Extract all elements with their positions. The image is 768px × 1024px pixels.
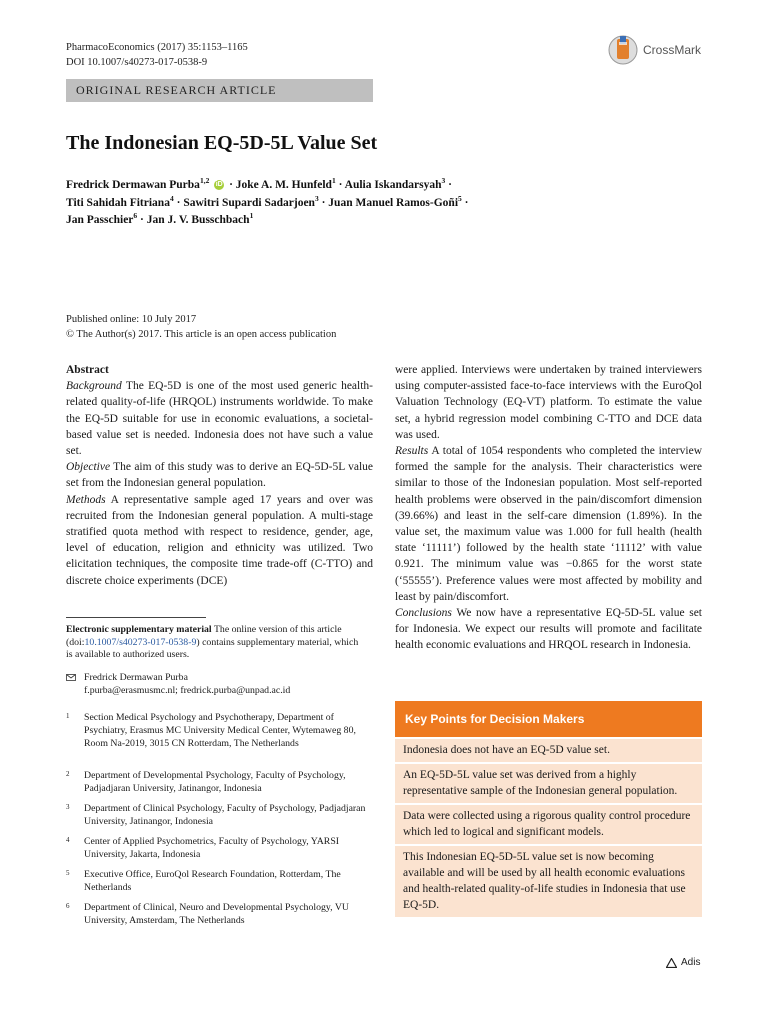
affiliation-item <box>66 902 366 928</box>
author-name[interactable]: Fredrick Dermawan Purba <box>66 179 200 191</box>
abstract-results <box>395 443 702 605</box>
objective-text: The aim of this study was to derive an EQ-5D-5L value set from the Indonesian general population. <box>66 461 374 490</box>
abstract-heading: Abstract <box>66 364 109 376</box>
affiliation-text: Center of Applied Psychometrics, Faculty of Psychology, YARSI University, Jakarta, Indonesia <box>84 836 340 860</box>
journal-reference: PharmacoEconomics (2017) 35:1153–1165 <box>66 42 248 53</box>
key-point-item: An EQ-5D-5L value set was derived from a highly representative sample of the Indonesian general population. <box>395 764 702 803</box>
author-affiliation-marker: 3 <box>314 193 319 203</box>
affiliation-number: 6 <box>66 902 70 910</box>
author-separator: · <box>226 179 236 191</box>
affiliation-text: Department of Clinical, Neuro and Developmental Psychology, VU University, Amsterdam, The Netherlands <box>84 902 349 926</box>
affiliation-item <box>66 770 366 796</box>
background-text: The EQ-5D is one of the most used generic health-related quality-of-life (HRQOL) instruments worldwide. To make the EQ-5D suitable for use in economic evaluations, a societal-based value set is needed. Indonesia does not have such a value set. <box>66 380 373 458</box>
key-points-list <box>395 739 702 919</box>
methods-text: A representative sample aged 17 years and over was recruited from the Indonesian general population. A multi-stage stratified quota method with respect to residence, gender, age, level of education, religion and ethnicity was utilized. Two elicitation techniques, the composite time trade-off (C-TTO) and discrete choice experiments (DCE) <box>66 493 373 587</box>
crossmark-label: CrossMark <box>643 43 702 57</box>
conclusions-label: Conclusions <box>395 607 452 620</box>
author-separator: · <box>461 196 469 209</box>
crossmark-icon <box>608 32 638 68</box>
journal-citation <box>66 40 248 70</box>
background-label: Background <box>66 380 122 393</box>
key-point-item: Data were collected using a rigorous quality control procedure which led to logical and significant models. <box>395 805 702 844</box>
author-name[interactable]: Juan Manuel Ramos-Goñi <box>328 196 459 209</box>
affiliation-item <box>66 836 366 862</box>
affiliation-item <box>66 803 366 829</box>
affiliation-text: Section Medical Psychology and Psychotherapy, Department of Psychiatry, Erasmus MC University Medical Center, Wytemaweg 80, Room Na-2019, 3015 CN Rotterdam, The Netherlands <box>84 712 356 749</box>
author-affiliation-marker: 5 <box>458 193 462 203</box>
author-affiliation-marker: 1 <box>249 211 254 221</box>
methods-continuation: were applied. Interviews were undertaken by trained interviewers using computer-assisted face-to-face interviews with the EuroQol Valuation Technology (EQ-VT) platform. To estimate the value set, a hybrid regression model combining C-TTO and DCE data was used. <box>395 364 702 441</box>
author-affiliation-marker: 4 <box>169 193 174 203</box>
key-points-heading: Key Points for Decision Makers <box>395 701 702 737</box>
results-label: Results <box>395 445 429 458</box>
doi-line: DOI 10.1007/s40273-017-0538-9 <box>66 57 208 68</box>
author-affiliation-marker: 1,2 <box>199 176 210 186</box>
corresponding-author <box>66 672 290 697</box>
author-separator: · <box>137 214 147 226</box>
esm-text-end: ) contains supplementary material, which is available to authorized users. <box>66 636 359 660</box>
affiliation-number: 1 <box>66 712 70 720</box>
affiliation-text: Department of Clinical Psychology, Faculty of Psychology, Padjadjaran University, Jatinangor, Indonesia <box>84 803 366 827</box>
author-name[interactable]: Joke A. M. Hunfeld <box>235 179 332 191</box>
abstract-conclusions <box>395 605 702 654</box>
author-separator: · <box>445 179 452 191</box>
affiliation-item <box>66 869 366 895</box>
abstract-background <box>66 378 373 459</box>
author-name[interactable]: Titi Sahidah Fitriana <box>66 196 170 209</box>
author-list <box>66 177 706 230</box>
esm-text-start: The online version of this article (doi: <box>66 624 342 648</box>
abstract-objective <box>66 459 373 491</box>
conclusions-text: We now have a representative EQ-5D-5L value set for Indonesia. We expect our results will promote and facilitate health economic evaluations and HRQOL research in Indonesia. <box>395 607 702 652</box>
author-name[interactable]: Jan J. V. Busschbach <box>146 214 250 226</box>
author-separator: · <box>335 179 345 191</box>
adis-triangle-icon <box>666 958 677 968</box>
contact-email[interactable]: f.purba@erasmusmc.nl; fredrick.purba@unpad.ac.id <box>84 684 291 696</box>
author-name[interactable]: Aulia Iskandarsyah <box>344 179 442 191</box>
abstract-right-column <box>395 362 702 654</box>
author-affiliation-marker: 1 <box>331 176 336 186</box>
article-type-banner: ORIGINAL RESEARCH ARTICLE <box>66 79 373 102</box>
article-title: The Indonesian EQ-5D-5L Value Set <box>66 132 378 154</box>
methods-label: Methods <box>66 493 106 506</box>
affiliation-number: 3 <box>66 803 70 811</box>
license-note: © The Author(s) 2017. This article is an open access publication <box>66 328 337 340</box>
footnote-divider <box>66 617 206 618</box>
affiliation-text: Executive Office, EuroQol Research Foundation, Rotterdam, The Netherlands <box>84 869 341 893</box>
affiliation-number: 4 <box>66 836 70 844</box>
author-affiliation-marker: 6 <box>133 211 138 221</box>
affiliation-number: 5 <box>66 869 70 877</box>
envelope-icon <box>66 674 76 681</box>
author-name[interactable]: Jan Passchier <box>66 214 134 226</box>
esm-label: Electronic supplementary material <box>66 624 212 635</box>
author-affiliation-marker: 3 <box>441 176 446 186</box>
key-point-item: Indonesia does not have an EQ-5D value set. <box>395 739 702 762</box>
crossmark-badge[interactable] <box>608 30 720 70</box>
supplementary-material-note <box>66 624 366 662</box>
abstract-left-column <box>66 362 373 589</box>
published-date: Published online: 10 July 2017 <box>66 314 197 325</box>
author-separator: · <box>173 196 184 209</box>
affiliation-item <box>66 712 366 750</box>
contact-name: Fredrick Dermawan Purba <box>84 672 188 683</box>
publisher-logo <box>666 957 700 968</box>
doi-link[interactable]: 10.1007/s40273-017-0538-9 <box>84 636 197 648</box>
results-text: A total of 1054 respondents who completed the interview formed the sample for the analysis. Their characteristics were similar to those of the Indonesian population. Most self-reported health problems were observed in the pain/discomfort dimension (39.66%) and least in the self-care dimension (1.89%). In the value set, the maximum value was 1.000 for full health (health state ‘11111’) followed by the health state ‘11112’ with value 0.921. The minimum value was −0.865 for the worst state (‘55555’). Preference values were most affected by mobility and least by pain/discomfort. <box>395 445 702 603</box>
affiliation-number: 2 <box>66 770 70 778</box>
author-separator: · <box>318 196 329 209</box>
orcid-icon[interactable]: iD <box>215 181 223 189</box>
abstract-methods <box>66 492 373 589</box>
key-point-item: This Indonesian EQ-5D-5L value set is now becoming available and will be used by all health economic evaluations and health-related quality-of-life studies in Indonesia that use EQ-5D. <box>395 846 702 917</box>
objective-label: Objective <box>66 461 111 474</box>
author-name[interactable]: Sawitri Supardi Sadarjoen <box>183 196 315 209</box>
publication-info <box>66 313 336 342</box>
publisher-name: Adis <box>681 957 701 968</box>
affiliation-text: Department of Developmental Psychology, Faculty of Psychology, Padjadjaran University, Jatinangor, Indonesia <box>84 770 346 794</box>
